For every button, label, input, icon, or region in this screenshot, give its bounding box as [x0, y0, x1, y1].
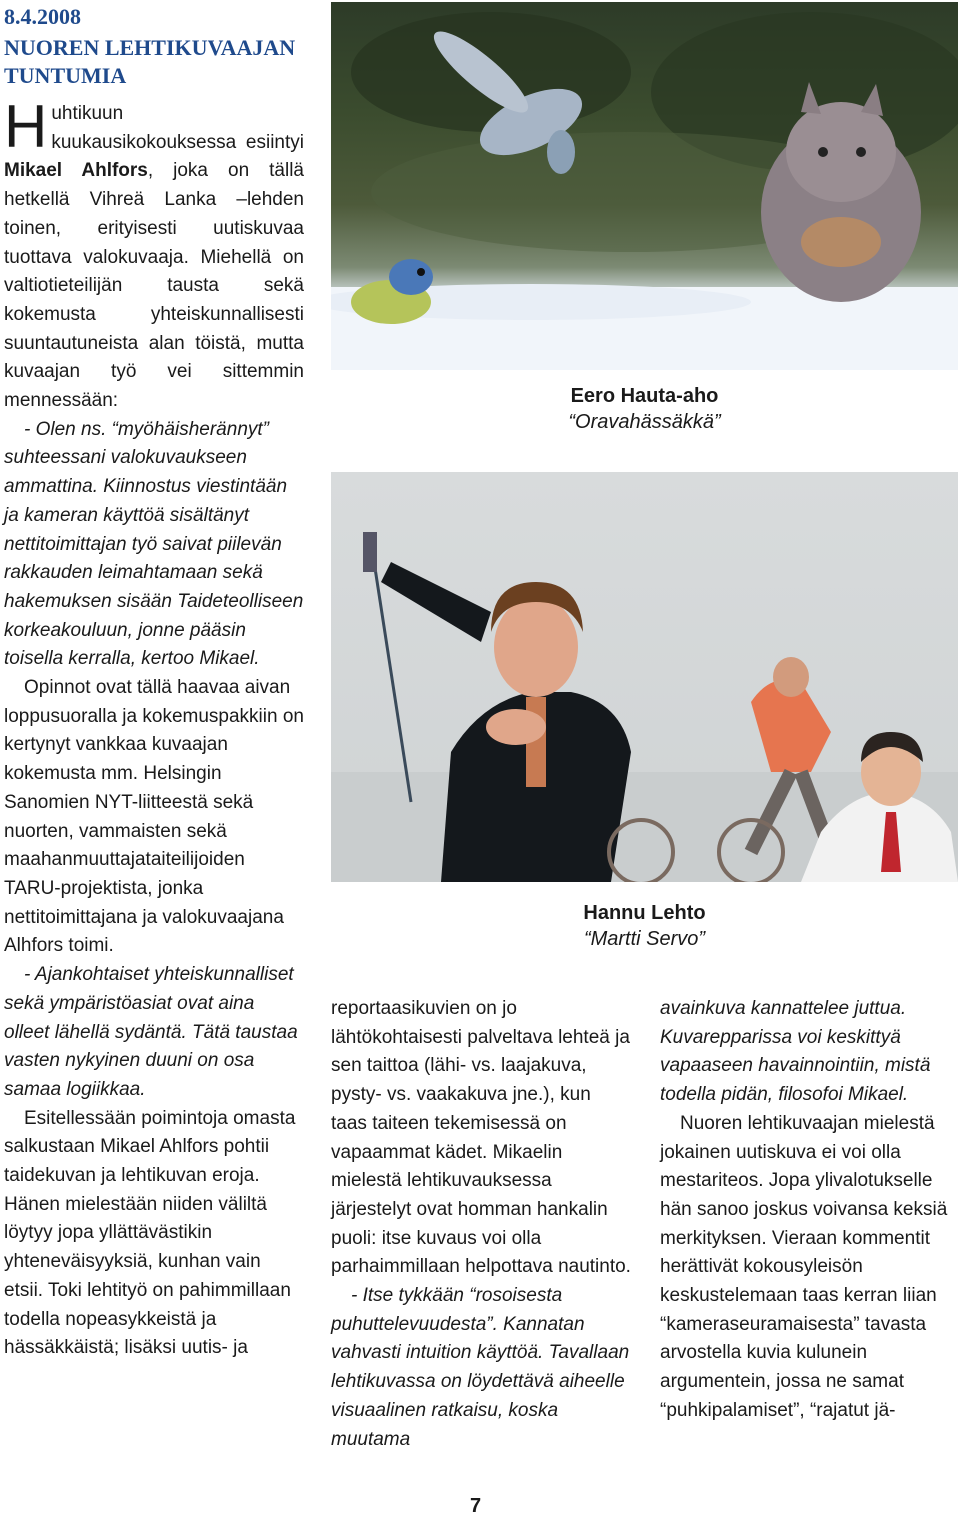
page-number: 7 [470, 1495, 482, 1517]
quote-paragraph-4: avainkuva kannattelee juttua. Kuvarepparissa voi keskittyä vapaaseen havainnointiin, mistä todella pidän, filosofoi Mikael. [660, 998, 931, 1106]
paragraph-intro [4, 93, 304, 416]
photo-squirrel-and-birds [331, 2, 958, 370]
photo-squirrel-illustration [331, 2, 958, 370]
caption-photo-2 [331, 900, 958, 952]
photo-martti-servo [331, 472, 958, 882]
issue-date: 8.4.2008 [4, 4, 81, 29]
caption-author-2: Hannu Lehto [583, 902, 706, 924]
caption-author-1: Eero Hauta-aho [570, 385, 719, 407]
column-2 [331, 995, 631, 1454]
caption-title-2: “Martti Servo” [583, 928, 706, 950]
intro-text-a: uhtikuun kuukausikokouksessa esiintyi [51, 103, 304, 153]
caption-title-1: “Oravahässäkkä” [568, 411, 721, 433]
quote-paragraph-2: - Ajankohtaiset yhteiskunnalliset sekä ympäristöasiat ovat aina olleet lähellä sydäntä. Tätä taustaa vasten nykyinen duuni on osa samaa logiikkaa. [4, 964, 298, 1100]
column-1 [4, 93, 304, 1363]
intro-text-b: , joka on tällä hetkellä Vihreä Lanka –lehden toinen, erityisesti uutiskuvaa tuottava valokuvaaja. Miehellä on valtiotieteilijän tausta sekä kokemusta yhteiskunnallisesti suuntautuneista alan töistä, mutta kuvaajan työ vei sittemmin mennessään: [4, 160, 304, 412]
column-3 [660, 995, 955, 1426]
quote-paragraph-3: - Itse tykkään “rosoisesta puhuttelevuudesta”. Kannatan vahvasti intuition käyttöä. Tavallaan lehtikuvassa on löydettävä aiheelle visuaalinen ratkaisu, koska muutama [331, 1285, 630, 1450]
paragraph-studies: Opinnot ovat tällä haavaa aivan loppusuoralla ja kokemuspakkiin on kertynyt vankkaa kuvaajan kokemusta mm. Helsingin Sanomien NYT-liitteestä sekä nuorten, vammaisten sekä maahanmuuttajataiteilijoiden TARU-projektista, jonka nettitoimittajana ja valokuvaajana Alhfors toimi. [4, 677, 304, 957]
photo-performer-illustration [331, 472, 958, 882]
paragraph-reportage: reportaasikuvien on jo lähtökohtaisesti palveltava lehteä ja sen taittoa (lähi- vs. laajakuva, pysty- vs. vaakakuva jne.), kun taas taiteen tekemisessä on vapaammat kädet. Mikaelin mielestä lehtikuvauksessa järjestelyt ovat homman hankalin puoli: itse kuvaus voi olla parhaimmillaan helpottava nautinto. [331, 998, 631, 1278]
paragraph-portfolio: Esitellessään poimintoja omasta salkustaan Mikael Ahlfors pohtii taidekuvan ja lehtikuvan eroja. Hänen mielestään niiden väliltä löytyy jopa yllättävästikin yhteneväisyyksiä, kunhan vain etsii. Toki lehtityö on pahimmillaan todella nopeasykkeistä ja hässäkkäistä; lisäksi uutis- ja [4, 1107, 296, 1359]
speaker-name: Mikael Ahlfors [4, 160, 148, 182]
article-headline: NUOREN LEHTIKUVAAJAN TUNTUMIA [4, 35, 296, 88]
paragraph-discussion: Nuoren lehtikuvaajan mielestä jokainen uutiskuva ei voi olla mestariteos. Jopa ylivalotukselle hän sanoo joskus voivansa keksiä merkityksen. Vieraan kommentit herättivät kokousyleisön keskustelemaan taas kerran liian “kameraseuramaisesta” tavasta arvostella kuvia kulunein argumentein, jossa ne samat “puhkipalamiset”, “rajatut jä- [660, 1112, 948, 1421]
drop-cap: H [4, 93, 48, 160]
quote-paragraph-1: - Olen ns. “myöhäisherännyt” suhteessani valokuvaukseen ammattina. Kiinnostus viestintään ja kameran käyttöä sisältänyt nettitoimittajan työ saivat piilevän rakkauden leimahtamaan sekä hakemuksen sisään Taideteolliseen korkeakouluun, jonne pääsin toisella kerralla, kertoo Mikael. [4, 418, 304, 670]
caption-photo-1 [331, 383, 958, 435]
